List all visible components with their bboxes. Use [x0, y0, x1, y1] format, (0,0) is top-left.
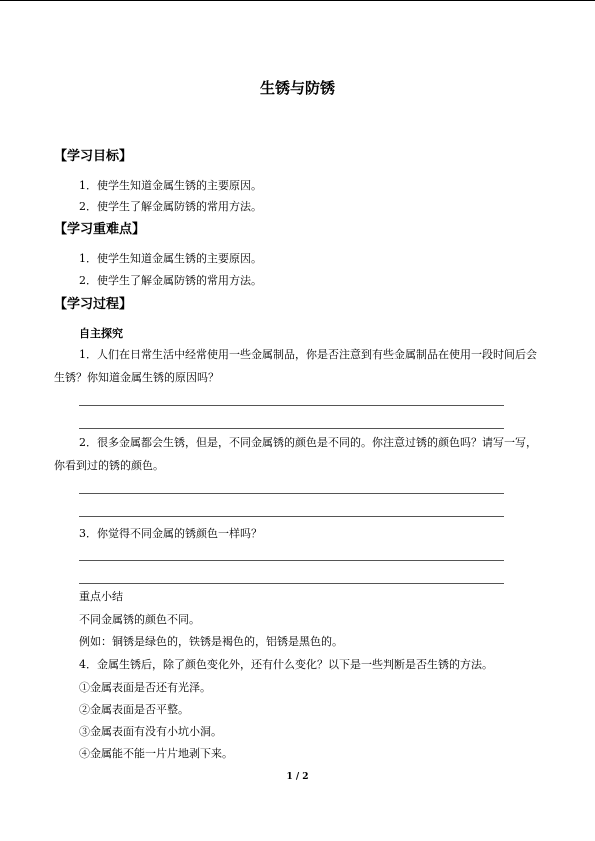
question-4: 4．金属生锈后，除了颜色变化外，还有什么变化？以下是一些判断是否生锈的方法。 [79, 658, 493, 671]
keypoint-item: 2．使学生了解金属防锈的常用方法。 [79, 274, 262, 287]
answer-line[interactable] [79, 516, 504, 517]
question-1: 1．人们在日常生活中经常使用一些金属制品，你是否注意到有些金属制品在使用一段时间后会生锈？你知道金属生锈的原因吗？ [54, 348, 537, 384]
answer-line[interactable] [79, 583, 504, 584]
answer-line[interactable] [79, 405, 504, 406]
subheading-self-study: 自主探究 [79, 327, 123, 340]
section-heading-keypoints: 【学习重难点】 [54, 222, 146, 237]
question-3: 3．你觉得不同金属的锈颜色一样吗？ [79, 527, 262, 540]
summary-example: 例如：铜锈是绿色的，铁锈是褐色的，铝锈是黑色的。 [79, 635, 343, 648]
method-item: ③金属表面有没有小坑小洞。 [79, 725, 222, 738]
goal-item: 2．使学生了解金属防锈的常用方法。 [79, 200, 262, 213]
answer-line[interactable] [79, 493, 504, 494]
method-item: ②金属表面是否平整。 [79, 703, 189, 716]
page-title: 生锈与防锈 [259, 79, 335, 97]
method-item: ①金属表面是否还有光泽。 [79, 681, 211, 694]
section-heading-process: 【学习过程】 [54, 297, 133, 312]
question-2: 2．很多金属都会生锈，但是，不同金属锈的颜色是不同的。你注意过锈的颜色吗？请写一写，你看到过的锈的颜色。 [54, 436, 537, 472]
answer-line[interactable] [79, 428, 504, 429]
keypoint-item: 1．使学生知道金属生锈的主要原因。 [79, 252, 262, 265]
summary-label: 重点小结 [79, 590, 123, 603]
section-heading-goals: 【学习目标】 [54, 149, 133, 164]
goal-item: 1．使学生知道金属生锈的主要原因。 [79, 179, 262, 192]
answer-line[interactable] [79, 560, 504, 561]
page-number: 1 / 2 [286, 772, 309, 782]
method-item: ④金属能不能一片片地剥下来。 [79, 747, 233, 760]
top-border [0, 0, 595, 1]
summary-text: 不同金属锈的颜色不同。 [79, 613, 200, 626]
